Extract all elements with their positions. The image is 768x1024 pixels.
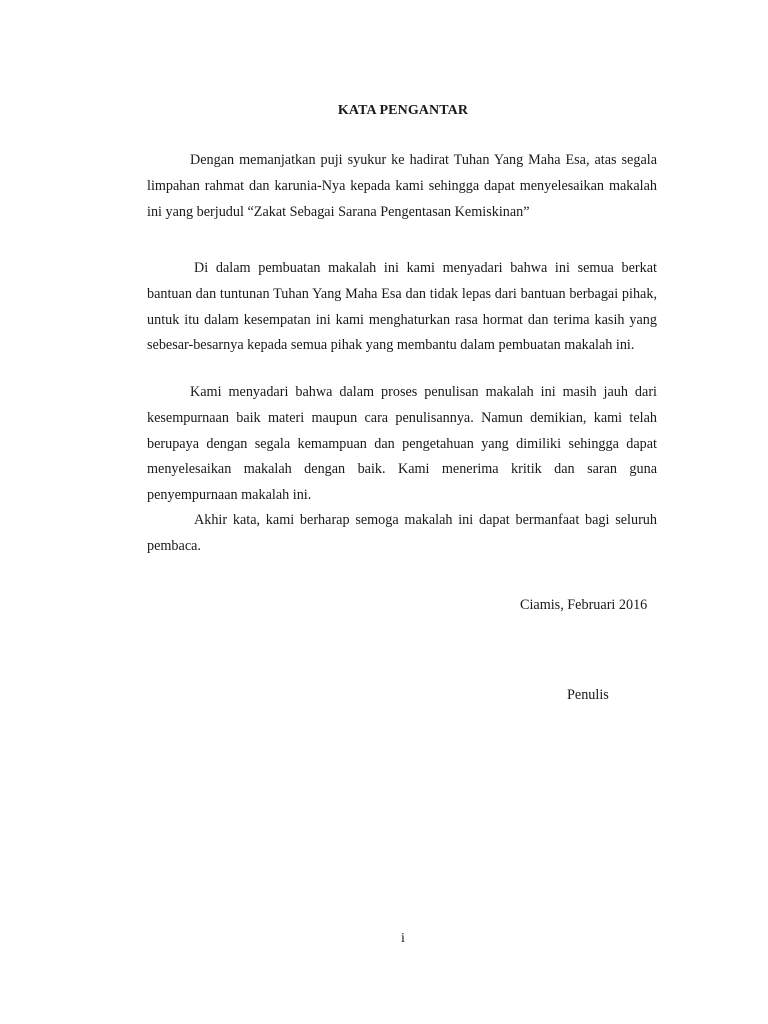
paragraph-1 [147,148,657,225]
paragraph-4-text: Akhir kata, kami berharap semoga makalah ini dapat bermanfaat bagi seluruh pembaca. [147,512,657,554]
place-date: Ciamis, Februari 2016 [520,597,648,613]
paragraph-2 [147,256,657,359]
page-number: i [401,931,405,946]
paragraph-3-text: Kami menyadari bahwa dalam proses penulisan makalah ini masih jauh dari kesempurnaan baik materi maupun cara penulisannya. Namun demikian, kami telah berupaya dengan segala kemampuan dan pengetahuan yang dimiliki sehingga dapat menyelesaikan makalah dengan baik. Kami menerima kritik dan saran guna penyempurnaan makalah ini. [147,384,657,504]
paragraph-4 [147,508,657,560]
page-title: KATA PENGANTAR [337,103,469,118]
paragraph-1-text: Dengan memanjatkan puji syukur ke hadirat Tuhan Yang Maha Esa, atas segala limpahan rahmat dan karunia-Nya kepada kami sehingga dapat menyelesaikan makalah ini yang berjudul “Zakat Sebagai Sarana Pengentasan Kemiskinan” [147,152,657,220]
signer-name: Penulis [567,687,609,703]
paragraph-3 [147,380,657,509]
paragraph-2-text: Di dalam pembuatan makalah ini kami menyadari bahwa ini semua berkat bantuan dan tuntunan Tuhan Yang Maha Esa dan tidak lepas dari bantuan berbagai pihak, untuk itu dalam kesempatan ini kami menghaturkan rasa hormat dan terima kasih yang sebesar-besarnya kepada semua pihak yang membantu dalam pembuatan makalah ini. [147,260,657,354]
